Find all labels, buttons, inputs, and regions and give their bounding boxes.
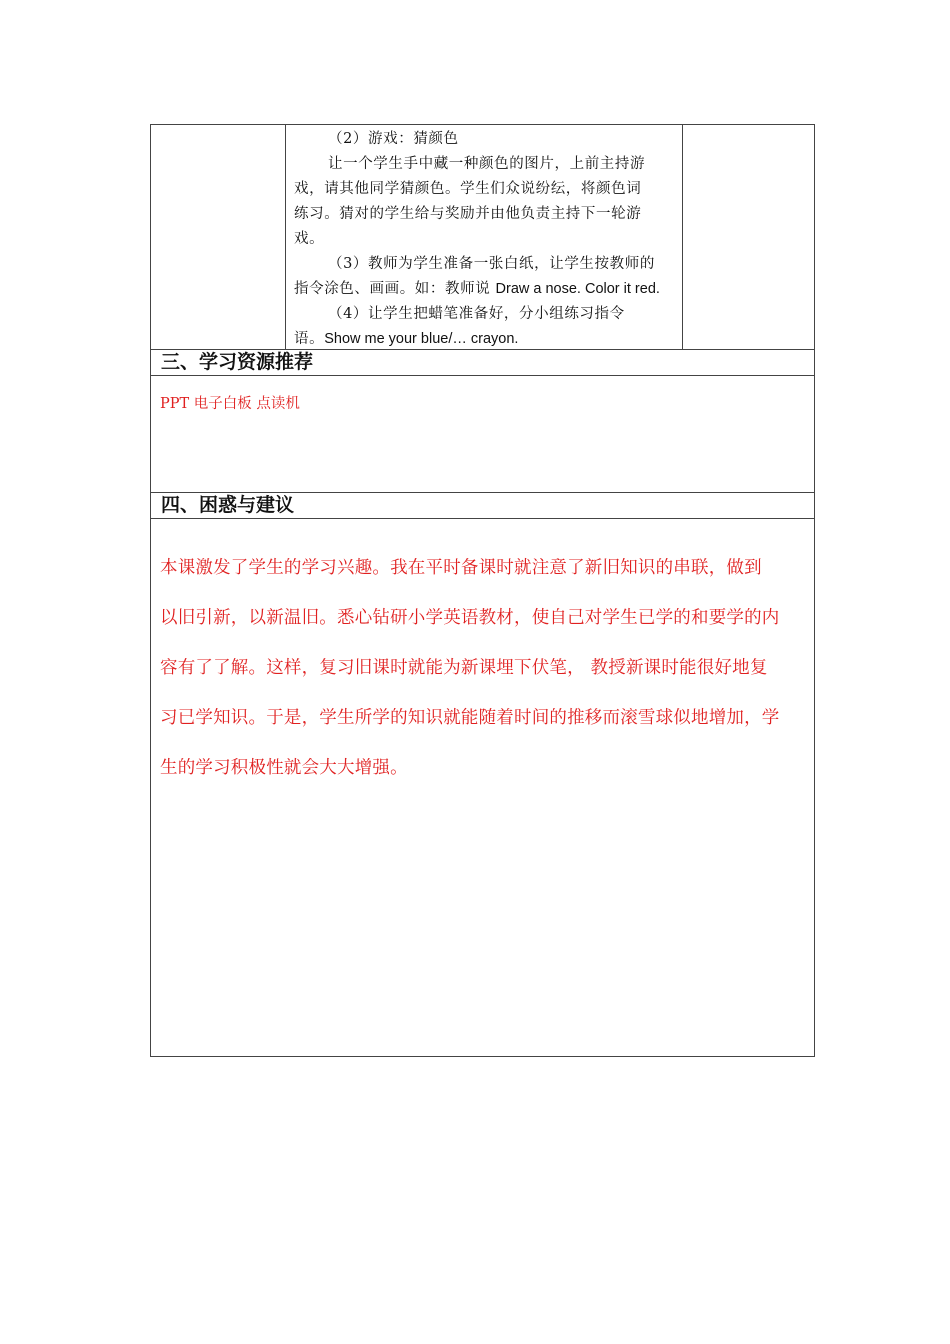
suggestion-line: 习已学知识。于是，学生所学的知识就能随着时间的推移而滚雪球似地增加，学 bbox=[160, 708, 780, 728]
activity-line: 戏。 bbox=[294, 231, 325, 247]
section-heading-resources: 三、学习资源推荐 bbox=[151, 350, 814, 376]
activity-text: 语。 bbox=[294, 331, 325, 347]
activity-line bbox=[294, 327, 674, 352]
activity-english-text: Draw a nose. Color it red. bbox=[495, 281, 660, 297]
section-heading-suggestions: 四、困惑与建议 bbox=[151, 493, 814, 519]
activities-row bbox=[151, 125, 814, 350]
suggestion-line: 容有了了解。这样，复习旧课时就能为新课埋下伏笔， 教授新课时能很好地复 bbox=[160, 658, 768, 678]
activity-line: （4）让学生把蜡笔准备好，分小组练习指令 bbox=[328, 306, 625, 322]
activity-line: 练习。猜对的学生给与奖励并由他负责主持下一轮游 bbox=[294, 206, 642, 222]
activity-line: （3）教师为学生准备一张白纸，让学生按教师的 bbox=[328, 256, 655, 272]
activity-text: 指令涂色、画画。如：教师说 bbox=[294, 281, 496, 297]
activity-line: 戏，请其他同学猜颜色。学生们众说纷纭，将颜色词 bbox=[294, 181, 642, 197]
activity-line: 让一个学生手中藏一种颜色的图片，上前主持游 bbox=[328, 156, 646, 172]
activities-right-cell bbox=[683, 125, 814, 349]
resources-cell bbox=[151, 376, 814, 493]
activity-line: （2）游戏：猜颜色 bbox=[328, 131, 459, 147]
suggestions-cell bbox=[151, 519, 814, 1056]
suggestion-line: 生的学习积极性就会大大增强。 bbox=[160, 758, 408, 778]
activity-english-text: Show me your blue/… crayon. bbox=[324, 331, 519, 347]
suggestion-line: 以旧引新，以新温旧。悉心钻研小学英语教材，使自己对学生已学的和要学的内 bbox=[160, 608, 780, 628]
lesson-plan-table bbox=[150, 124, 815, 1057]
activities-content-cell bbox=[286, 125, 683, 349]
activities-left-cell bbox=[151, 125, 286, 349]
resources-text: PPT 电子白板 点读机 bbox=[160, 396, 300, 412]
suggestion-line: 本课激发了学生的学习兴趣。我在平时备课时就注意了新旧知识的串联，做到 bbox=[160, 558, 762, 578]
activity-line bbox=[294, 277, 674, 302]
